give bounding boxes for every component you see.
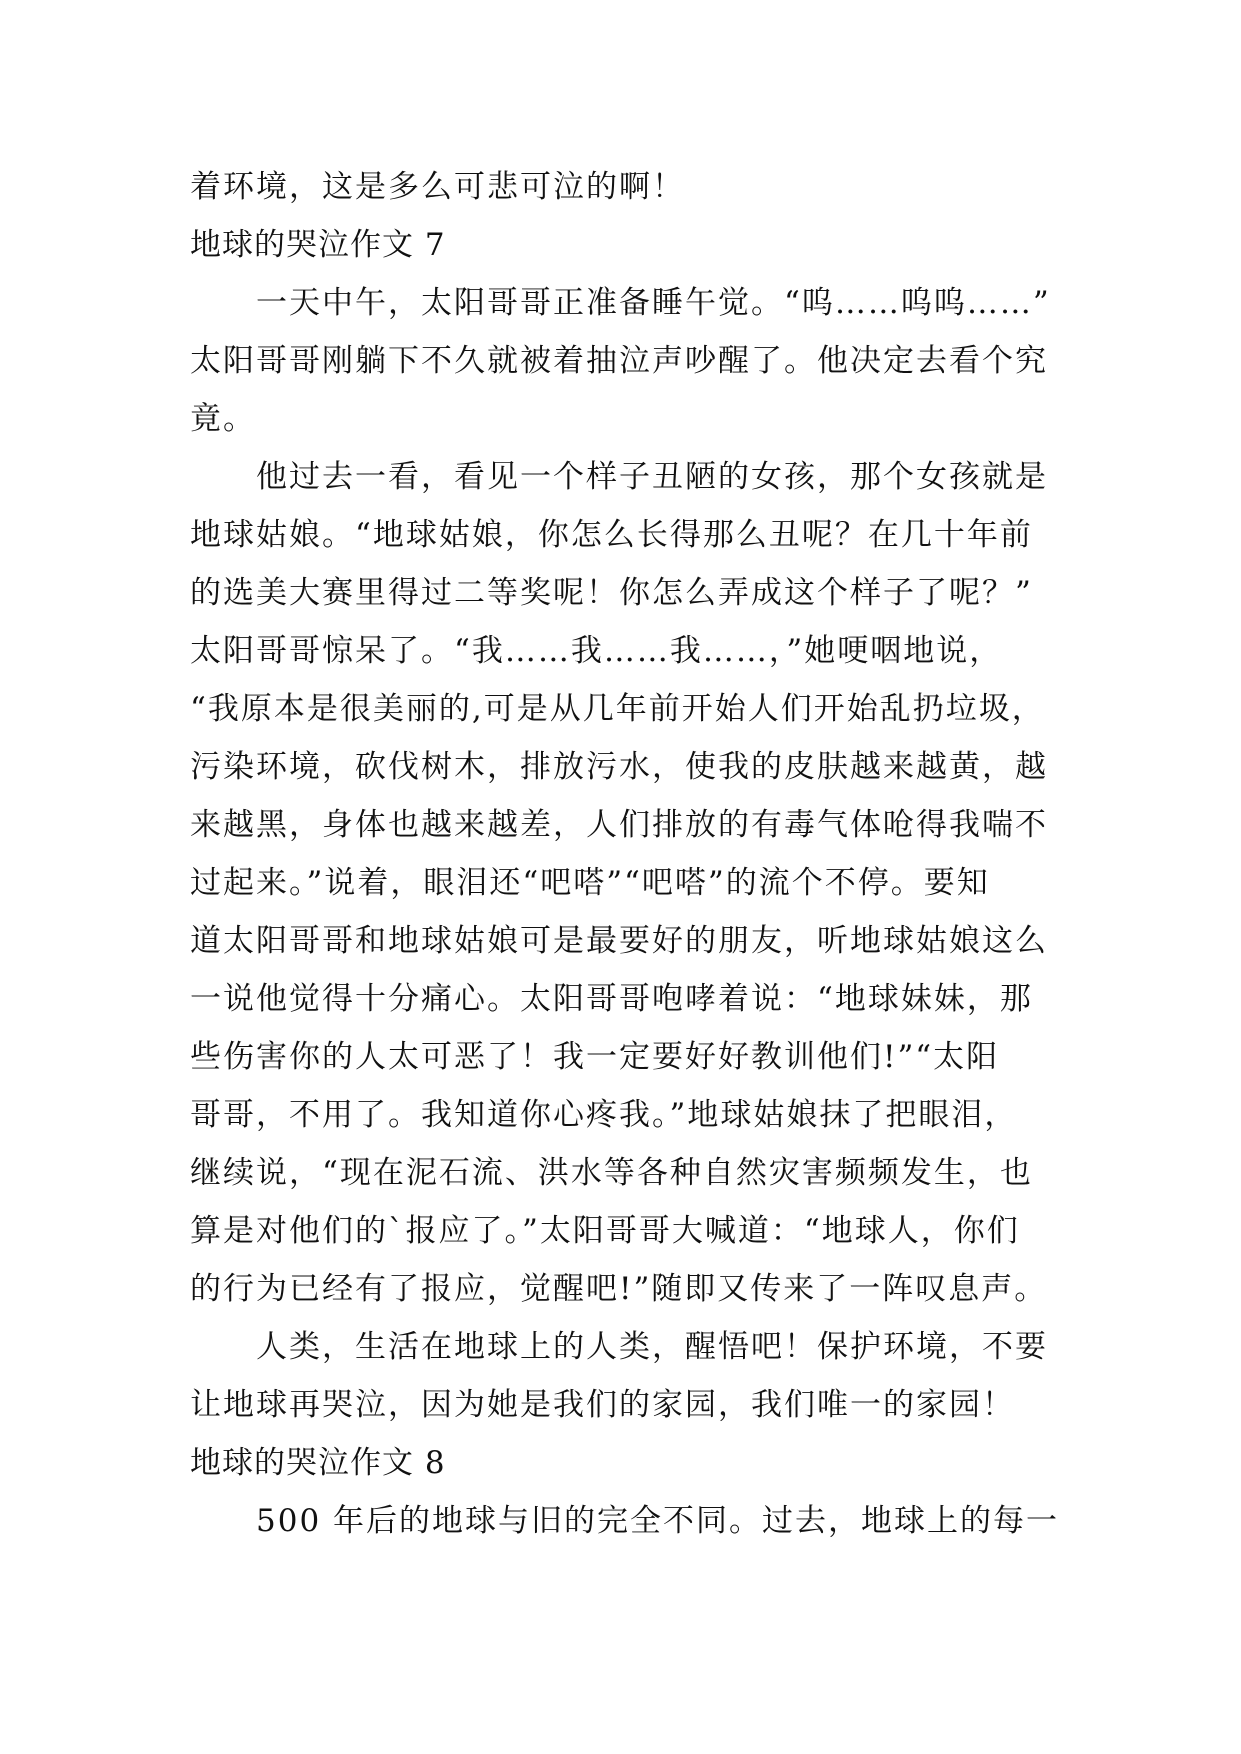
text-line: “我原本是很美丽的,可是从几年前开始人们开始乱扔垃圾，	[190, 691, 1045, 727]
text-line: 着环境，这是多么可悲可泣的啊！	[190, 169, 685, 205]
paragraph-first-line: 他过去一看，看见一个样子丑陋的女孩，那个女孩就是	[256, 459, 1048, 495]
text-line: 让地球再哭泣，因为她是我们的家园，我们唯一的家园！	[190, 1387, 1015, 1423]
text-line: 一说他觉得十分痛心。太阳哥哥咆哮着说：“地球妹妹，那	[190, 981, 1033, 1017]
text-line: 竟。	[190, 401, 256, 437]
paragraph-first-line: 一天中午，太阳哥哥正准备睡午觉。“呜……呜呜……”	[256, 285, 1051, 321]
section-title: 地球的哭泣作文 8	[190, 1445, 446, 1481]
text-line: 些伤害你的人太可恶了！我一定要好好教训他们!”“太阳	[190, 1039, 1000, 1075]
text-line: 继续说，“现在泥石流、洪水等各种自然灾害频频发生，也	[190, 1155, 1033, 1191]
paragraph-first-line: 500 年后的地球与旧的完全不同。过去，地球上的每一	[256, 1503, 1060, 1539]
text-line: 太阳哥哥刚躺下不久就被着抽泣声吵醒了。他决定去看个究	[190, 343, 1048, 379]
paragraph-first-line: 人类，生活在地球上的人类，醒悟吧！保护环境，不要	[256, 1329, 1048, 1365]
text-line: 的选美大赛里得过二等奖呢！你怎么弄成这个样子了呢？”	[190, 575, 1033, 611]
text-line: 过起来。”说着，眼泪还“吧嗒”“吧嗒”的流个不停。要知	[190, 865, 990, 901]
text-line: 算是对他们的`报应了。”太阳哥哥大喊道：“地球人，你们	[190, 1213, 1020, 1249]
text-line: 哥哥，不用了。我知道你心疼我。”地球姑娘抹了把眼泪，	[190, 1097, 1018, 1133]
text-line: 太阳哥哥惊呆了。“我……我……我……，”她哽咽地说，	[190, 633, 1003, 669]
text-line: 来越黑，身体也越来越差，人们排放的有毒气体呛得我喘不	[190, 807, 1048, 843]
document-body	[190, 158, 1070, 1550]
text-line: 地球姑娘。“地球姑娘，你怎么长得那么丑呢？在几十年前	[190, 517, 1033, 553]
section-title: 地球的哭泣作文 7	[190, 227, 446, 263]
text-line: 道太阳哥哥和地球姑娘可是最要好的朋友，听地球姑娘这么	[190, 923, 1048, 959]
text-line: 污染环境，砍伐树木，排放污水，使我的皮肤越来越黄，越	[190, 749, 1048, 785]
text-line: 的行为已经有了报应，觉醒吧!”随即又传来了一阵叹息声。	[190, 1271, 1048, 1307]
